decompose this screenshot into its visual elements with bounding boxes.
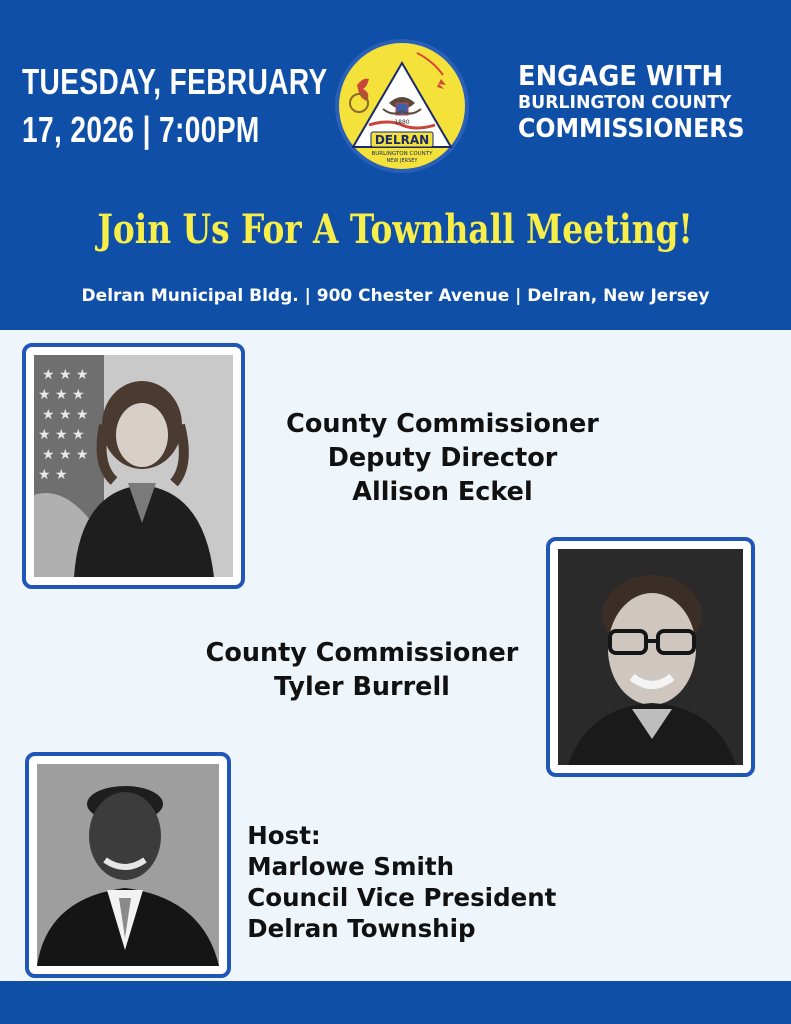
seal-state: NEW JERSEY: [386, 158, 418, 164]
headline: [0, 200, 791, 260]
photo-tyler-burrell: [546, 537, 755, 777]
event-time-line: 17, 2026 | 7:00PM: [22, 109, 260, 150]
event-address: Delran Municipal Bldg. | 900 Chester Avenue | Delran, New Jersey: [81, 286, 710, 306]
svg-text:★ ★ ★: ★ ★ ★: [42, 367, 89, 383]
header-banner: [0, 0, 791, 330]
svg-text:★ ★ ★: ★ ★ ★: [38, 427, 85, 443]
svg-text:★ ★ ★: ★ ★ ★: [42, 407, 89, 423]
county-line: BURLINGTON COUNTY: [518, 92, 732, 113]
event-date-time: [22, 58, 328, 154]
host-label: Host:: [247, 821, 321, 850]
person-allison-eckel: [270, 407, 615, 509]
person-name: Allison Eckel: [352, 477, 533, 507]
person-tyler-burrell: [186, 636, 538, 704]
person-role: Deputy Director: [327, 443, 558, 473]
svg-text:★ ★ ★: ★ ★ ★: [38, 387, 85, 403]
person-marlowe-smith: [244, 820, 574, 944]
delran-seal-logo: [333, 37, 471, 175]
headline-text: Join Us For A Townhall Meeting!: [97, 206, 694, 253]
person-organization: Delran Township: [247, 914, 476, 943]
seal-year: 1880: [394, 119, 410, 126]
engage-commissioners-title: [518, 60, 778, 144]
commissioners-line: COMMISSIONERS: [518, 114, 745, 144]
person-title: Council Vice President: [247, 883, 557, 912]
seal-county: BURLINGTON COUNTY: [371, 151, 433, 157]
event-date-line: TUESDAY, FEBRUARY: [22, 61, 328, 102]
engage-line: ENGAGE WITH: [518, 59, 724, 92]
svg-text:★ ★ ★: ★ ★ ★: [42, 447, 89, 463]
person-title: County Commissioner: [286, 409, 599, 439]
person-title: County Commissioner: [205, 638, 519, 668]
footer-bar: [0, 981, 791, 1024]
photo-marlowe-smith: [25, 752, 231, 978]
svg-text:★ ★: ★ ★: [38, 467, 68, 483]
person-name: Tyler Burrell: [274, 672, 450, 702]
seal-name: DELRAN: [374, 133, 430, 147]
person-name: Marlowe Smith: [247, 852, 455, 881]
photo-allison-eckel: [22, 343, 245, 589]
